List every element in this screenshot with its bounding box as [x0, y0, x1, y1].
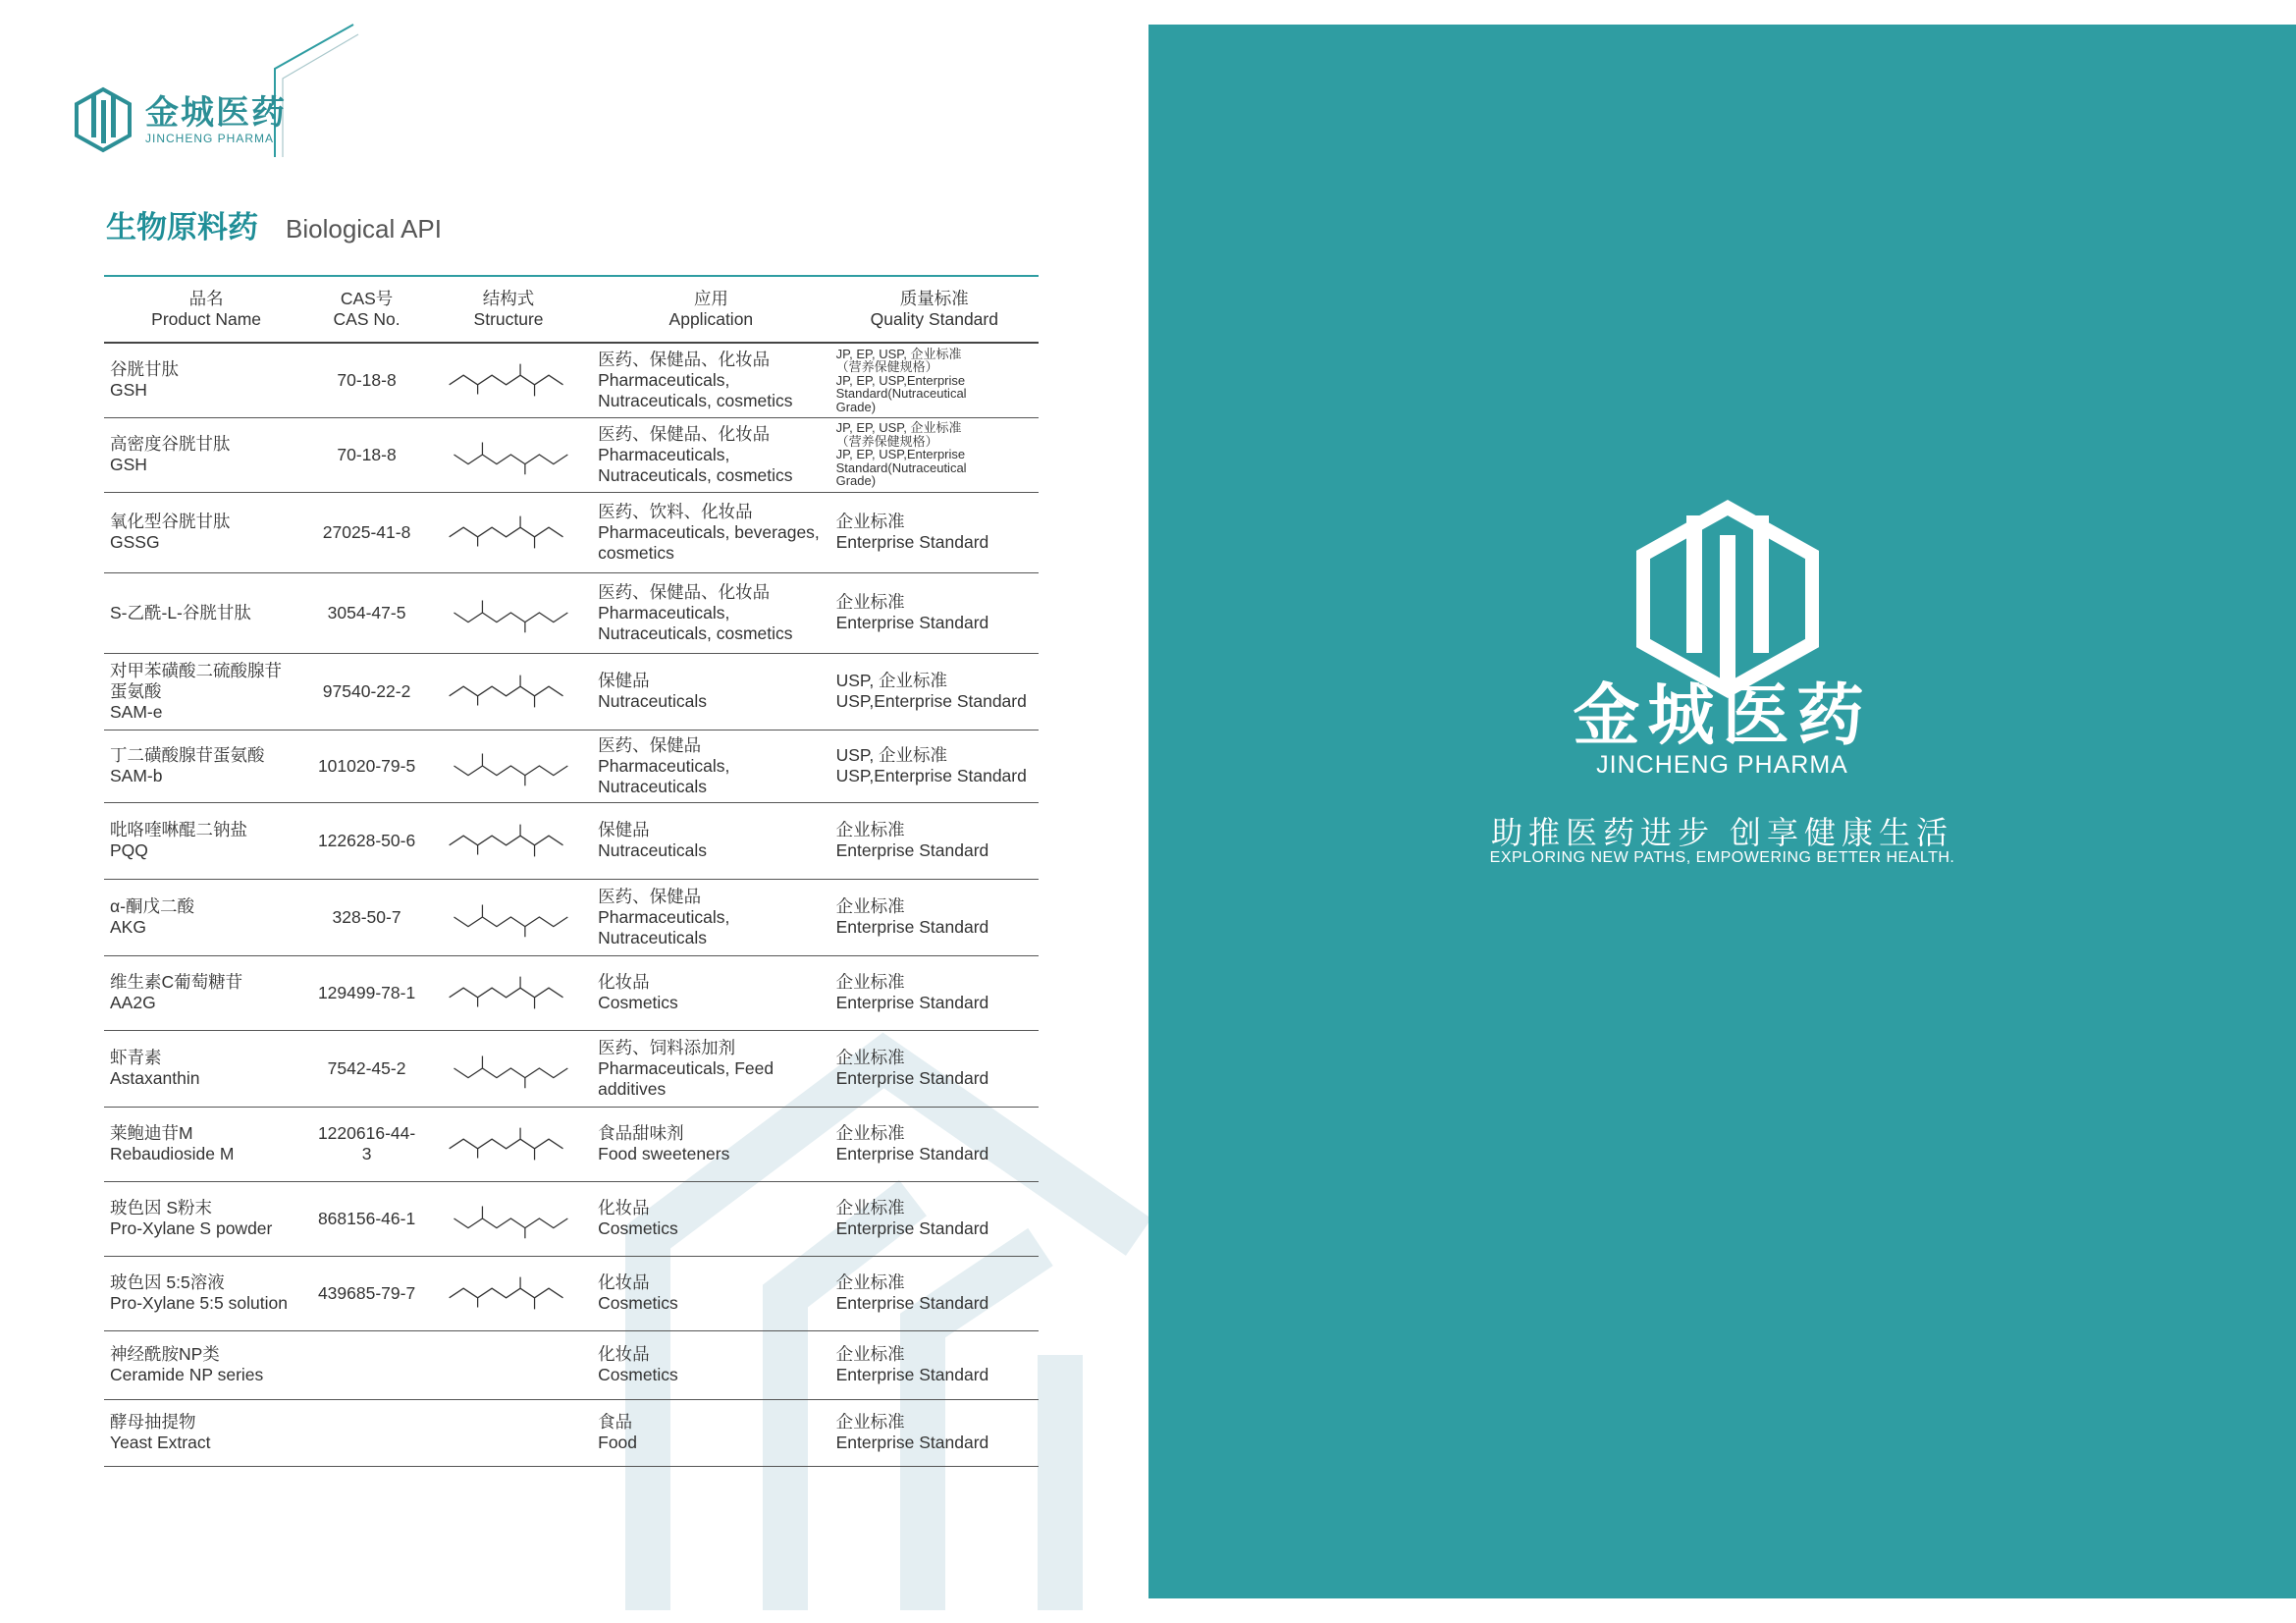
cell-cas: 27025-41-8	[308, 492, 425, 572]
cell-application: 化妆品 Cosmetics	[592, 1330, 829, 1399]
cell-application: 食品甜味剂 Food sweeteners	[592, 1107, 829, 1181]
cell-structure	[425, 653, 592, 730]
cell-quality-standard: 企业标准 Enterprise Standard	[830, 1181, 1039, 1256]
structure-formula-icon	[440, 352, 577, 407]
cell-application: 医药、保健品、化妆品 Pharmaceuticals, Nutraceuticals, cosmetics	[592, 343, 829, 417]
cell-cas: 328-50-7	[308, 879, 425, 955]
cell-cas: 129499-78-1	[308, 955, 425, 1030]
cell-cas	[308, 1330, 425, 1399]
table-row	[104, 417, 1039, 492]
cell-structure	[425, 1330, 592, 1399]
header-product-name: 品名 Product Name	[104, 276, 308, 343]
cell-quality-standard: 企业标准 Enterprise Standard	[830, 1107, 1039, 1181]
jincheng-logo-icon	[73, 86, 133, 153]
cell-cas: 70-18-8	[308, 343, 425, 417]
table-body	[104, 343, 1039, 1466]
right-cover	[1148, 25, 2296, 1598]
cell-product-name: 虾青素 Astaxanthin	[104, 1030, 308, 1107]
cell-application: 食品 Food	[592, 1399, 829, 1466]
cell-product-name: 神经酰胺NP类 Ceramide NP series	[104, 1330, 308, 1399]
cell-application: 医药、保健品、化妆品 Pharmaceuticals, Nutraceuticals, cosmetics	[592, 417, 829, 492]
cell-application: 化妆品 Cosmetics	[592, 955, 829, 1030]
cell-quality-standard: 企业标准 Enterprise Standard	[830, 572, 1039, 653]
cell-cas: 439685-79-7	[308, 1256, 425, 1330]
cell-cas: 1220616-44-3	[308, 1107, 425, 1181]
header-quality-standard: 质量标准 Quality Standard	[830, 276, 1039, 343]
section-title-en: Biological API	[286, 214, 442, 243]
table-row	[104, 1030, 1039, 1107]
section-title-cn: 生物原料药	[106, 210, 258, 244]
structure-formula-icon	[440, 427, 577, 482]
section-title	[106, 202, 442, 246]
cell-application: 化妆品 Cosmetics	[592, 1181, 829, 1256]
header-structure: 结构式 Structure	[425, 276, 592, 343]
structure-formula-icon	[440, 813, 577, 868]
table-row	[104, 802, 1039, 879]
table-row	[104, 1181, 1039, 1256]
cell-application: 化妆品 Cosmetics	[592, 1256, 829, 1330]
cell-structure	[425, 417, 592, 492]
table-row	[104, 653, 1039, 730]
structure-formula-icon	[440, 1116, 577, 1171]
cell-structure	[425, 1030, 592, 1107]
cell-quality-standard: 企业标准 Enterprise Standard	[830, 1030, 1039, 1107]
table-header-row	[104, 276, 1039, 343]
structure-formula-icon	[440, 1041, 577, 1096]
cell-product-name: α-酮戊二酸 AKG	[104, 879, 308, 955]
cell-quality-standard: 企业标准 Enterprise Standard	[830, 1399, 1039, 1466]
brand-logo	[73, 86, 287, 153]
cover-brand-en: JINCHENG PHARMA	[1596, 751, 1848, 779]
cell-cas: 3054-47-5	[308, 572, 425, 653]
table-row	[104, 1399, 1039, 1466]
cell-application: 医药、保健品 Pharmaceuticals, Nutraceuticals	[592, 879, 829, 955]
cell-cas: 122628-50-6	[308, 802, 425, 879]
api-table	[104, 275, 1039, 1467]
cell-application: 医药、保健品 Pharmaceuticals, Nutraceuticals	[592, 730, 829, 802]
table-row	[104, 1330, 1039, 1399]
brand-name-en: JINCHENG PHARMA	[145, 132, 275, 145]
cell-product-name: 玻色因 5:5溶液 Pro-Xylane 5:5 solution	[104, 1256, 308, 1330]
cell-cas: 70-18-8	[308, 417, 425, 492]
cell-quality-standard: JP, EP, USP, 企业标准 （营养保健规格） JP, EP, USP,Enterprise Standard(Nutraceutical Grade)	[830, 343, 1039, 417]
cell-structure	[425, 1399, 592, 1466]
table-row	[104, 955, 1039, 1030]
structure-formula-icon	[440, 738, 577, 793]
table-row	[104, 1107, 1039, 1181]
cell-quality-standard: 企业标准 Enterprise Standard	[830, 1256, 1039, 1330]
cell-product-name: 玻色因 S粉末 Pro-Xylane S powder	[104, 1181, 308, 1256]
structure-formula-icon	[440, 505, 577, 560]
cell-cas: 97540-22-2	[308, 653, 425, 730]
cell-product-name: 酵母抽提物 Yeast Extract	[104, 1399, 308, 1466]
cell-quality-standard: 企业标准 Enterprise Standard	[830, 802, 1039, 879]
cell-quality-standard: 企业标准 Enterprise Standard	[830, 492, 1039, 572]
cover-slogan-en: EXPLORING NEW PATHS, EMPOWERING BETTER HEALTH.	[1489, 849, 1955, 866]
cell-application: 保健品 Nutraceuticals	[592, 802, 829, 879]
cell-application: 医药、保健品、化妆品 Pharmaceuticals, Nutraceuticals, cosmetics	[592, 572, 829, 653]
cell-product-name: S-乙酰-L-谷胱甘肽	[104, 572, 308, 653]
cell-structure	[425, 1256, 592, 1330]
structure-formula-icon	[440, 1266, 577, 1321]
table-row	[104, 1256, 1039, 1330]
cell-cas	[308, 1399, 425, 1466]
table-row	[104, 879, 1039, 955]
structure-formula-icon	[440, 890, 577, 945]
cell-application: 医药、饮料、化妆品 Pharmaceuticals, beverages, cosmetics	[592, 492, 829, 572]
table-row	[104, 492, 1039, 572]
cell-quality-standard: 企业标准 Enterprise Standard	[830, 1330, 1039, 1399]
cell-quality-standard: 企业标准 Enterprise Standard	[830, 955, 1039, 1030]
cell-quality-standard: USP, 企业标准 USP,Enterprise Standard	[830, 730, 1039, 802]
cell-product-name: 对甲苯磺酸二硫酸腺苷 蛋氨酸 SAM-e	[104, 653, 308, 730]
cell-product-name: 谷胱甘肽 GSH	[104, 343, 308, 417]
table-row	[104, 343, 1039, 417]
cell-cas: 868156-46-1	[308, 1181, 425, 1256]
header-cas: CAS号 CAS No.	[308, 276, 425, 343]
cell-structure	[425, 730, 592, 802]
cell-product-name: 丁二磺酸腺苷蛋氨酸 SAM-b	[104, 730, 308, 802]
header-application: 应用 Application	[592, 276, 829, 343]
structure-formula-icon	[440, 585, 577, 640]
cell-structure	[425, 955, 592, 1030]
cell-product-name: 维生素C葡萄糖苷 AA2G	[104, 955, 308, 1030]
brand-name-cn: 金城医药	[145, 94, 287, 132]
cell-structure	[425, 492, 592, 572]
cell-quality-standard: 企业标准 Enterprise Standard	[830, 879, 1039, 955]
cell-structure	[425, 802, 592, 879]
structure-formula-icon	[440, 1191, 577, 1246]
table-row	[104, 572, 1039, 653]
cell-product-name: 高密度谷胱甘肽 GSH	[104, 417, 308, 492]
cell-structure	[425, 572, 592, 653]
cell-cas: 101020-79-5	[308, 730, 425, 802]
cell-application: 医药、饲料添加剂 Pharmaceuticals, Feed additives	[592, 1030, 829, 1107]
cell-structure	[425, 1181, 592, 1256]
cell-structure	[425, 343, 592, 417]
cell-product-name: 氧化型谷胱甘肽 GSSG	[104, 492, 308, 572]
structure-formula-icon	[440, 965, 577, 1020]
table-row	[104, 730, 1039, 802]
cover-brand-cn: 金城医药	[1573, 678, 1872, 753]
cell-cas: 7542-45-2	[308, 1030, 425, 1107]
cell-structure	[425, 1107, 592, 1181]
cell-application: 保健品 Nutraceuticals	[592, 653, 829, 730]
cell-product-name: 吡咯喹啉醌二钠盐 PQQ	[104, 802, 308, 879]
cell-structure	[425, 879, 592, 955]
cell-quality-standard: JP, EP, USP, 企业标准 （营养保健规格） JP, EP, USP,Enterprise Standard(Nutraceutical Grade)	[830, 417, 1039, 492]
cell-quality-standard: USP, 企业标准 USP,Enterprise Standard	[830, 653, 1039, 730]
cell-product-name: 莱鲍迪苷M Rebaudioside M	[104, 1107, 308, 1181]
structure-formula-icon	[440, 664, 577, 719]
cover-slogan-cn: 助推医药进步 创享健康生活	[1491, 815, 1953, 850]
